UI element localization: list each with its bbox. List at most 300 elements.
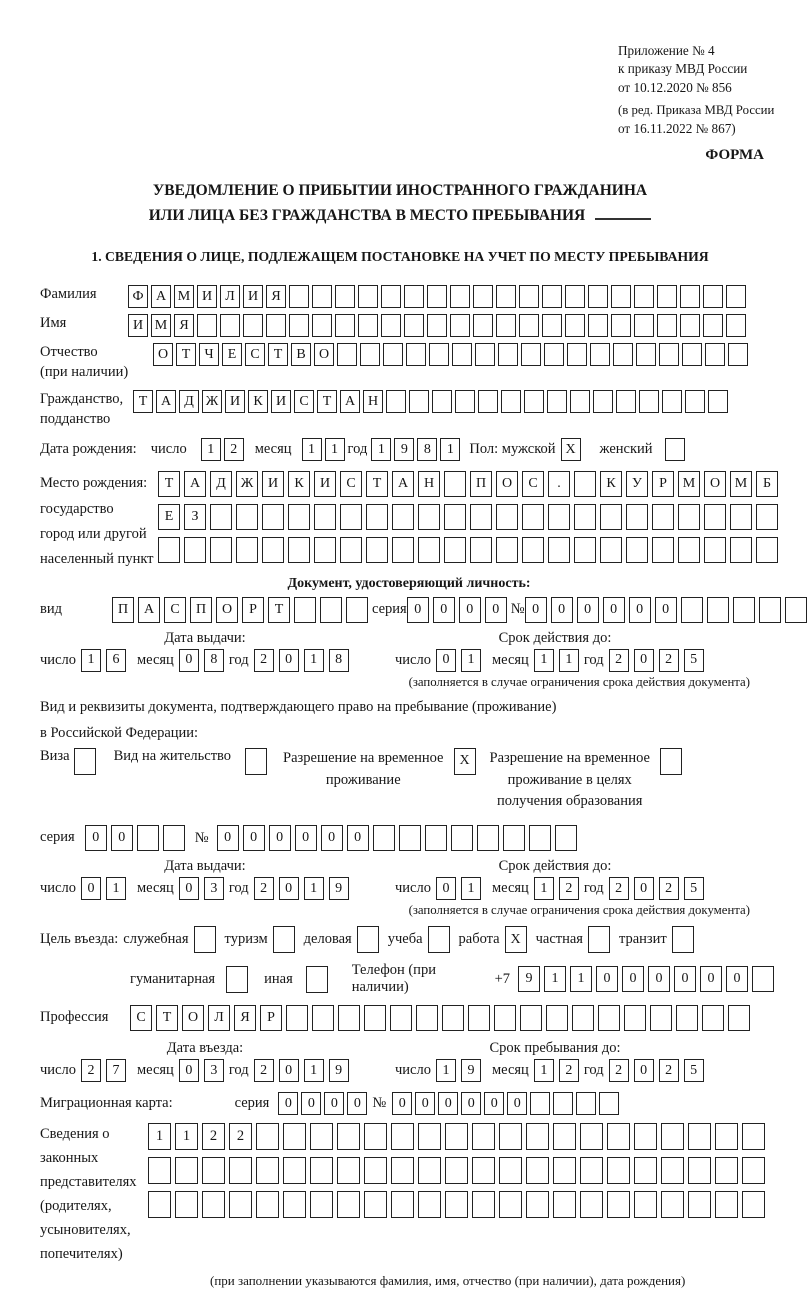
box-cell[interactable]: А: [184, 471, 206, 497]
box-cell[interactable]: [685, 390, 705, 413]
box-cell[interactable]: [373, 825, 395, 851]
box-cell[interactable]: [661, 1191, 684, 1218]
box-cell[interactable]: В: [291, 343, 311, 366]
box-cell[interactable]: Т: [156, 1005, 178, 1031]
box-cell[interactable]: 2: [609, 1059, 629, 1082]
box-cell[interactable]: [607, 1191, 630, 1218]
box-cell[interactable]: [661, 1123, 684, 1150]
box-cell[interactable]: 0: [179, 649, 199, 672]
box-cell[interactable]: 0: [321, 825, 343, 851]
box-cell[interactable]: [680, 314, 700, 337]
box-cell[interactable]: 3: [204, 1059, 224, 1082]
box-cell[interactable]: [703, 285, 723, 308]
box-cell[interactable]: [524, 390, 544, 413]
box-cell[interactable]: [634, 314, 654, 337]
box-cell[interactable]: [678, 504, 700, 530]
box-cell[interactable]: [742, 1157, 765, 1184]
box-cell[interactable]: [256, 1123, 279, 1150]
box-cell[interactable]: [340, 537, 362, 563]
box-cell[interactable]: 1: [175, 1123, 198, 1150]
box-cell[interactable]: 1: [201, 438, 221, 461]
box-cell[interactable]: [409, 390, 429, 413]
box-cell[interactable]: [657, 314, 677, 337]
box-cell[interactable]: П: [112, 597, 134, 623]
box-cell[interactable]: Я: [234, 1005, 256, 1031]
box-cell[interactable]: [499, 1123, 522, 1150]
box-cell[interactable]: [306, 966, 328, 993]
box-cell[interactable]: [404, 314, 424, 337]
box-cell[interactable]: М: [151, 314, 171, 337]
box-cell[interactable]: С: [245, 343, 265, 366]
box-cell[interactable]: [785, 597, 807, 623]
box-cell[interactable]: 1: [534, 1059, 554, 1082]
box-cell[interactable]: [665, 438, 685, 461]
box-cell[interactable]: 0: [243, 825, 265, 851]
box-cell[interactable]: [202, 1157, 225, 1184]
box-cell[interactable]: А: [156, 390, 176, 413]
box-cell[interactable]: 1: [148, 1123, 171, 1150]
box-cell[interactable]: [553, 1123, 576, 1150]
box-cell[interactable]: 2: [229, 1123, 252, 1150]
purpose-private-checkbox[interactable]: [588, 926, 610, 953]
box-cell[interactable]: 0: [436, 877, 456, 900]
box-cell[interactable]: [759, 597, 781, 623]
box-cell[interactable]: [521, 343, 541, 366]
box-cell[interactable]: 0: [485, 597, 507, 623]
box-cell[interactable]: [599, 1092, 619, 1115]
box-cell[interactable]: [289, 314, 309, 337]
box-cell[interactable]: [399, 825, 421, 851]
box-cell[interactable]: [580, 1191, 603, 1218]
box-cell[interactable]: О: [496, 471, 518, 497]
box-cell[interactable]: [357, 926, 379, 953]
box-cell[interactable]: С: [164, 597, 186, 623]
box-cell[interactable]: [202, 1191, 225, 1218]
box-cell[interactable]: [522, 504, 544, 530]
box-cell[interactable]: [574, 537, 596, 563]
box-cell[interactable]: [574, 471, 596, 497]
box-cell[interactable]: [158, 537, 180, 563]
box-cell[interactable]: [472, 1123, 495, 1150]
box-cell[interactable]: 0: [674, 966, 696, 992]
box-cell[interactable]: [565, 314, 585, 337]
box-cell[interactable]: 0: [525, 597, 547, 623]
box-cell[interactable]: [358, 314, 378, 337]
box-cell[interactable]: [607, 1123, 630, 1150]
box-cell[interactable]: А: [392, 471, 414, 497]
box-cell[interactable]: [312, 285, 332, 308]
box-cell[interactable]: 1: [461, 877, 481, 900]
box-cell[interactable]: 2: [81, 1059, 101, 1082]
box-cell[interactable]: И: [197, 285, 217, 308]
box-cell[interactable]: [756, 504, 778, 530]
box-cell[interactable]: 1: [371, 438, 391, 461]
box-cell[interactable]: [680, 285, 700, 308]
box-cell[interactable]: [429, 343, 449, 366]
box-cell[interactable]: [337, 343, 357, 366]
box-cell[interactable]: [548, 537, 570, 563]
box-cell[interactable]: [626, 504, 648, 530]
box-cell[interactable]: [472, 1191, 495, 1218]
box-cell[interactable]: [310, 1123, 333, 1150]
box-cell[interactable]: 0: [179, 877, 199, 900]
box-cell[interactable]: [346, 597, 368, 623]
box-cell[interactable]: [567, 343, 587, 366]
box-cell[interactable]: 0: [551, 597, 573, 623]
box-cell[interactable]: [364, 1123, 387, 1150]
box-cell[interactable]: [418, 1157, 441, 1184]
box-cell[interactable]: [520, 1005, 542, 1031]
box-cell[interactable]: 1: [440, 438, 460, 461]
box-cell[interactable]: [473, 314, 493, 337]
box-cell[interactable]: 1: [304, 1059, 324, 1082]
box-cell[interactable]: [364, 1191, 387, 1218]
box-cell[interactable]: [659, 343, 679, 366]
box-cell[interactable]: 8: [204, 649, 224, 672]
box-cell[interactable]: 1: [81, 649, 101, 672]
box-cell[interactable]: 1: [461, 649, 481, 672]
box-cell[interactable]: [418, 1123, 441, 1150]
box-cell[interactable]: [148, 1191, 171, 1218]
box-cell[interactable]: [256, 1191, 279, 1218]
box-cell[interactable]: [652, 504, 674, 530]
box-cell[interactable]: 2: [659, 649, 679, 672]
box-cell[interactable]: [544, 343, 564, 366]
box-cell[interactable]: [337, 1157, 360, 1184]
box-cell[interactable]: [273, 926, 295, 953]
box-cell[interactable]: [526, 1157, 549, 1184]
box-cell[interactable]: [499, 1157, 522, 1184]
box-cell[interactable]: 0: [407, 597, 429, 623]
box-cell[interactable]: [245, 748, 267, 775]
purpose-official-checkbox[interactable]: [194, 926, 216, 953]
box-cell[interactable]: С: [340, 471, 362, 497]
box-cell[interactable]: [496, 537, 518, 563]
box-cell[interactable]: Т: [176, 343, 196, 366]
box-cell[interactable]: [210, 504, 232, 530]
box-cell[interactable]: [688, 1123, 711, 1150]
box-cell[interactable]: К: [248, 390, 268, 413]
box-cell[interactable]: [634, 1191, 657, 1218]
box-cell[interactable]: 5: [684, 649, 704, 672]
box-cell[interactable]: [337, 1123, 360, 1150]
box-cell[interactable]: [472, 1157, 495, 1184]
box-cell[interactable]: [432, 390, 452, 413]
box-cell[interactable]: [496, 285, 516, 308]
box-cell[interactable]: 9: [329, 877, 349, 900]
box-cell[interactable]: 0: [415, 1092, 435, 1115]
box-cell[interactable]: [229, 1191, 252, 1218]
box-cell[interactable]: [580, 1157, 603, 1184]
box-cell[interactable]: 9: [461, 1059, 481, 1082]
box-cell[interactable]: [588, 926, 610, 953]
box-cell[interactable]: [337, 1191, 360, 1218]
box-cell[interactable]: И: [262, 471, 284, 497]
box-cell[interactable]: [657, 285, 677, 308]
box-cell[interactable]: [312, 314, 332, 337]
box-cell[interactable]: X: [454, 748, 476, 775]
purpose-work-checkbox[interactable]: [505, 926, 527, 953]
box-cell[interactable]: 1: [106, 877, 126, 900]
box-cell[interactable]: Ф: [128, 285, 148, 308]
box-cell[interactable]: 0: [295, 825, 317, 851]
box-cell[interactable]: [470, 537, 492, 563]
box-cell[interactable]: 0: [279, 649, 299, 672]
box-cell[interactable]: З: [184, 504, 206, 530]
box-cell[interactable]: [681, 597, 703, 623]
box-cell[interactable]: [197, 314, 217, 337]
box-cell[interactable]: [226, 966, 248, 993]
box-cell[interactable]: [314, 504, 336, 530]
box-cell[interactable]: Д: [179, 390, 199, 413]
box-cell[interactable]: [572, 1005, 594, 1031]
box-cell[interactable]: Д: [210, 471, 232, 497]
box-cell[interactable]: 2: [659, 1059, 679, 1082]
box-cell[interactable]: [74, 748, 96, 775]
box-cell[interactable]: А: [138, 597, 160, 623]
box-cell[interactable]: [726, 314, 746, 337]
box-cell[interactable]: [546, 1005, 568, 1031]
box-cell[interactable]: [444, 471, 466, 497]
box-cell[interactable]: [392, 537, 414, 563]
box-cell[interactable]: Л: [220, 285, 240, 308]
box-cell[interactable]: [425, 825, 447, 851]
box-cell[interactable]: [580, 1123, 603, 1150]
box-cell[interactable]: [381, 314, 401, 337]
box-cell[interactable]: С: [130, 1005, 152, 1031]
box-cell[interactable]: П: [190, 597, 212, 623]
box-cell[interactable]: 2: [609, 877, 629, 900]
box-cell[interactable]: 9: [394, 438, 414, 461]
box-cell[interactable]: 0: [347, 1092, 367, 1115]
box-cell[interactable]: 0: [301, 1092, 321, 1115]
box-cell[interactable]: [289, 285, 309, 308]
box-cell[interactable]: Ж: [202, 390, 222, 413]
box-cell[interactable]: 0: [438, 1092, 458, 1115]
box-cell[interactable]: [730, 537, 752, 563]
box-cell[interactable]: [236, 504, 258, 530]
box-cell[interactable]: С: [522, 471, 544, 497]
purpose-business-checkbox[interactable]: [357, 926, 379, 953]
box-cell[interactable]: [210, 537, 232, 563]
box-cell[interactable]: [526, 1123, 549, 1150]
box-cell[interactable]: М: [174, 285, 194, 308]
box-cell[interactable]: [383, 343, 403, 366]
box-cell[interactable]: [688, 1157, 711, 1184]
box-cell[interactable]: Р: [242, 597, 264, 623]
box-cell[interactable]: [312, 1005, 334, 1031]
box-cell[interactable]: М: [678, 471, 700, 497]
box-cell[interactable]: 5: [684, 1059, 704, 1082]
box-cell[interactable]: 2: [659, 877, 679, 900]
box-cell[interactable]: [310, 1157, 333, 1184]
box-cell[interactable]: 0: [278, 1092, 298, 1115]
box-cell[interactable]: [639, 390, 659, 413]
box-cell[interactable]: [494, 1005, 516, 1031]
box-cell[interactable]: [364, 1005, 386, 1031]
box-cell[interactable]: [662, 390, 682, 413]
box-cell[interactable]: [286, 1005, 308, 1031]
box-cell[interactable]: [392, 504, 414, 530]
box-cell[interactable]: О: [314, 343, 334, 366]
box-cell[interactable]: [229, 1157, 252, 1184]
box-cell[interactable]: [468, 1005, 490, 1031]
box-cell[interactable]: [194, 926, 216, 953]
box-cell[interactable]: 8: [417, 438, 437, 461]
box-cell[interactable]: [682, 343, 702, 366]
box-cell[interactable]: [703, 314, 723, 337]
box-cell[interactable]: У: [626, 471, 648, 497]
purpose-humanitarian-checkbox[interactable]: [226, 966, 248, 993]
box-cell[interactable]: [661, 1157, 684, 1184]
box-cell[interactable]: 0: [217, 825, 239, 851]
box-cell[interactable]: 1: [304, 649, 324, 672]
box-cell[interactable]: [548, 504, 570, 530]
box-cell[interactable]: К: [288, 471, 310, 497]
box-cell[interactable]: [526, 1191, 549, 1218]
box-cell[interactable]: [496, 314, 516, 337]
box-cell[interactable]: [530, 1092, 550, 1115]
box-cell[interactable]: Т: [268, 343, 288, 366]
box-cell[interactable]: Б: [756, 471, 778, 497]
box-cell[interactable]: [742, 1191, 765, 1218]
box-cell[interactable]: [418, 504, 440, 530]
box-cell[interactable]: [445, 1123, 468, 1150]
box-cell[interactable]: [256, 1157, 279, 1184]
box-cell[interactable]: 0: [596, 966, 618, 992]
box-cell[interactable]: [444, 537, 466, 563]
box-cell[interactable]: [715, 1123, 738, 1150]
box-cell[interactable]: [542, 314, 562, 337]
box-cell[interactable]: 5: [684, 877, 704, 900]
box-cell[interactable]: К: [600, 471, 622, 497]
box-cell[interactable]: [565, 285, 585, 308]
box-cell[interactable]: Я: [266, 285, 286, 308]
box-cell[interactable]: 1: [304, 877, 324, 900]
box-cell[interactable]: 9: [518, 966, 540, 992]
box-cell[interactable]: [418, 1191, 441, 1218]
box-cell[interactable]: Т: [366, 471, 388, 497]
box-cell[interactable]: 0: [726, 966, 748, 992]
box-cell[interactable]: [266, 314, 286, 337]
box-cell[interactable]: Т: [317, 390, 337, 413]
box-cell[interactable]: 2: [254, 649, 274, 672]
box-cell[interactable]: [445, 1191, 468, 1218]
box-cell[interactable]: А: [340, 390, 360, 413]
box-cell[interactable]: [501, 390, 521, 413]
box-cell[interactable]: [611, 314, 631, 337]
box-cell[interactable]: 2: [559, 877, 579, 900]
box-cell[interactable]: [406, 343, 426, 366]
box-cell[interactable]: [728, 343, 748, 366]
box-cell[interactable]: [473, 285, 493, 308]
box-cell[interactable]: 0: [603, 597, 625, 623]
sex-male-checkbox[interactable]: [561, 438, 584, 461]
box-cell[interactable]: [570, 390, 590, 413]
box-cell[interactable]: 0: [179, 1059, 199, 1082]
box-cell[interactable]: Ж: [236, 471, 258, 497]
box-cell[interactable]: 0: [577, 597, 599, 623]
visa-checkbox[interactable]: [74, 748, 96, 775]
box-cell[interactable]: [611, 285, 631, 308]
box-cell[interactable]: [588, 314, 608, 337]
box-cell[interactable]: [366, 504, 388, 530]
box-cell[interactable]: [450, 314, 470, 337]
box-cell[interactable]: [503, 825, 525, 851]
box-cell[interactable]: [470, 504, 492, 530]
box-cell[interactable]: [451, 825, 473, 851]
box-cell[interactable]: Н: [363, 390, 383, 413]
box-cell[interactable]: [529, 825, 551, 851]
box-cell[interactable]: [704, 504, 726, 530]
box-cell[interactable]: [418, 537, 440, 563]
box-cell[interactable]: А: [151, 285, 171, 308]
box-cell[interactable]: [427, 285, 447, 308]
box-cell[interactable]: 2: [202, 1123, 225, 1150]
box-cell[interactable]: [335, 314, 355, 337]
box-cell[interactable]: [728, 1005, 750, 1031]
box-cell[interactable]: Е: [222, 343, 242, 366]
box-cell[interactable]: [445, 1157, 468, 1184]
box-cell[interactable]: 2: [559, 1059, 579, 1082]
box-cell[interactable]: [652, 537, 674, 563]
box-cell[interactable]: 0: [436, 649, 456, 672]
box-cell[interactable]: [636, 343, 656, 366]
box-cell[interactable]: 0: [81, 877, 101, 900]
box-cell[interactable]: [314, 537, 336, 563]
box-cell[interactable]: [442, 1005, 464, 1031]
box-cell[interactable]: 2: [254, 1059, 274, 1082]
box-cell[interactable]: Т: [268, 597, 290, 623]
box-cell[interactable]: [613, 343, 633, 366]
box-cell[interactable]: [600, 537, 622, 563]
box-cell[interactable]: [404, 285, 424, 308]
box-cell[interactable]: 0: [85, 825, 107, 851]
box-cell[interactable]: 9: [329, 1059, 349, 1082]
box-cell[interactable]: [444, 504, 466, 530]
box-cell[interactable]: [742, 1123, 765, 1150]
box-cell[interactable]: 1: [570, 966, 592, 992]
box-cell[interactable]: [220, 314, 240, 337]
box-cell[interactable]: [137, 825, 159, 851]
box-cell[interactable]: Р: [260, 1005, 282, 1031]
box-cell[interactable]: [175, 1157, 198, 1184]
box-cell[interactable]: [519, 314, 539, 337]
box-cell[interactable]: [660, 748, 682, 775]
box-cell[interactable]: 0: [459, 597, 481, 623]
box-cell[interactable]: [310, 1191, 333, 1218]
box-cell[interactable]: [588, 285, 608, 308]
temp-residence-checkbox[interactable]: [454, 748, 476, 775]
box-cell[interactable]: [358, 285, 378, 308]
box-cell[interactable]: 0: [111, 825, 133, 851]
box-cell[interactable]: Л: [208, 1005, 230, 1031]
box-cell[interactable]: [175, 1191, 198, 1218]
box-cell[interactable]: О: [153, 343, 173, 366]
box-cell[interactable]: .: [548, 471, 570, 497]
box-cell[interactable]: [283, 1157, 306, 1184]
box-cell[interactable]: [390, 1005, 412, 1031]
purpose-other-checkbox[interactable]: [306, 966, 328, 993]
box-cell[interactable]: [522, 537, 544, 563]
box-cell[interactable]: 0: [324, 1092, 344, 1115]
box-cell[interactable]: [283, 1191, 306, 1218]
box-cell[interactable]: О: [182, 1005, 204, 1031]
box-cell[interactable]: [705, 343, 725, 366]
box-cell[interactable]: [320, 597, 342, 623]
box-cell[interactable]: [340, 504, 362, 530]
box-cell[interactable]: [477, 825, 499, 851]
